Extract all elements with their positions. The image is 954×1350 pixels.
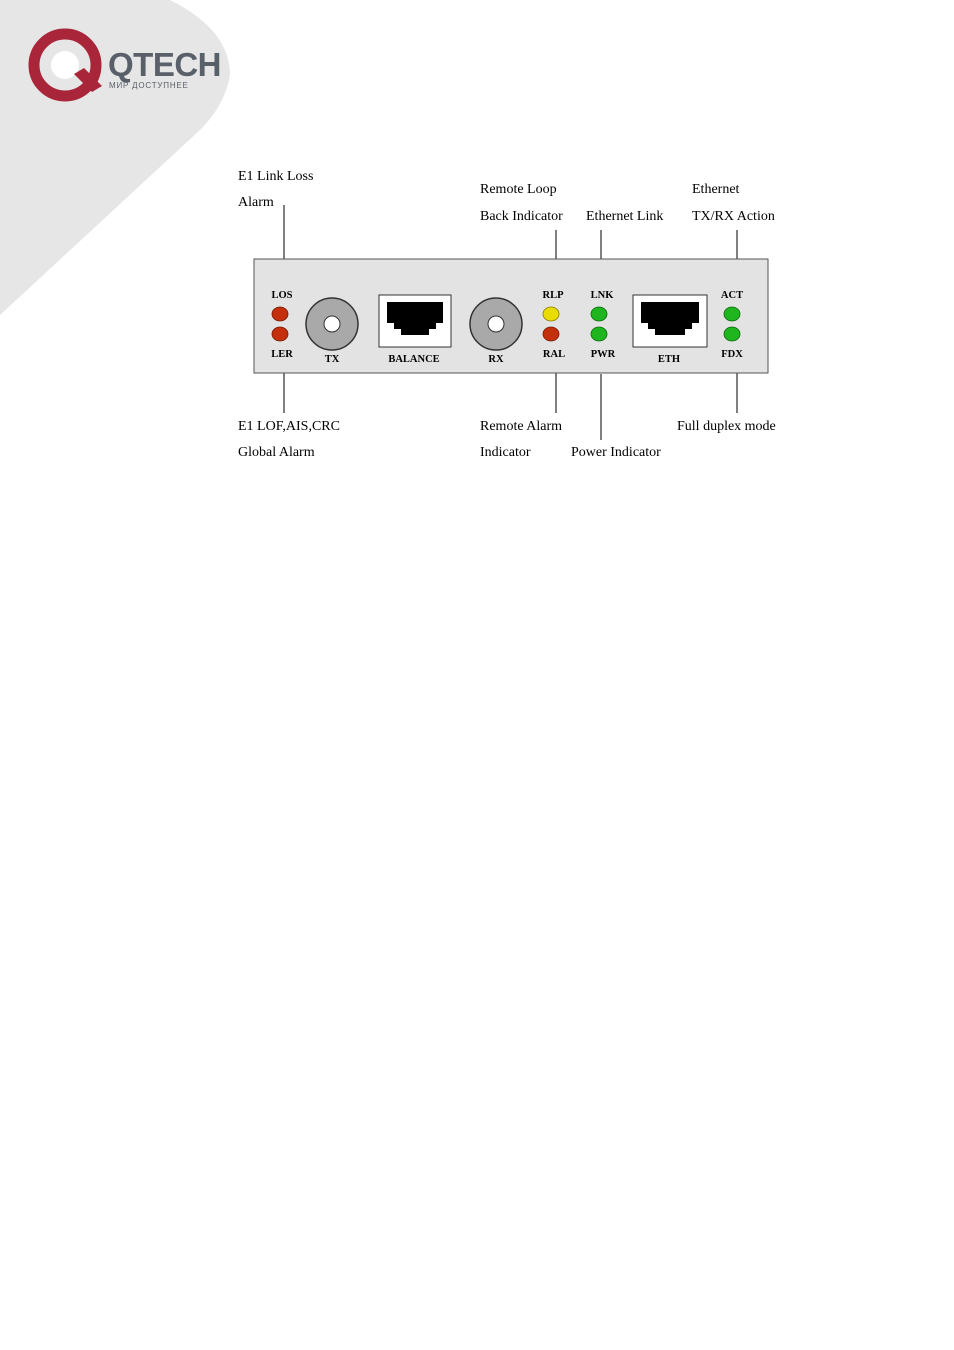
rx-connector-hole [488,316,504,332]
caption-ethernet-link: Ethernet Link [586,209,664,224]
lnk-led [591,307,607,321]
caption-e1-link-loss-line1: E1 Link Loss [238,169,314,184]
rlp-label: RLP [542,290,564,301]
eth-label: ETH [657,354,681,365]
caption-e1-global-line1: E1 LOF,AIS,CRC [238,419,340,434]
logo-tagline: МИР ДОСТУПНЕЕ [109,81,189,90]
tx-connector-hole [324,316,340,332]
caption-remote-alarm-line2: Indicator [480,445,531,460]
rx-label: RX [488,354,504,365]
pwr-led [591,327,607,341]
act-label: ACT [720,290,744,301]
caption-remote-alarm-line1: Remote Alarm [480,419,563,434]
fdx-led [724,327,740,341]
caption-e1-link-loss-line2: Alarm [238,195,274,210]
rlp-led [543,307,559,321]
ral-label: RAL [542,349,566,360]
balance-label: BALANCE [388,354,440,365]
lnk-label: LNK [590,290,614,301]
pwr-label: PWR [590,349,616,360]
ler-label: LER [271,349,293,360]
caption-ethernet-action-line1: Ethernet [692,182,740,197]
caption-ethernet-action-line2: TX/RX Action [692,209,775,224]
caption-full-duplex: Full duplex mode [677,419,776,434]
ral-led [543,327,559,341]
caption-power-indicator: Power Indicator [571,445,661,460]
caption-remote-loop-line1: Remote Loop [480,182,557,197]
logo-wordmark: QTECH [108,46,221,83]
fdx-label: FDX [721,349,743,360]
tx-label: TX [324,354,340,365]
los-led [272,307,288,321]
caption-remote-loop-line2: Back Indicator [480,209,563,224]
caption-e1-global-line2: Global Alarm [238,445,315,460]
panel-diagram [0,0,954,520]
los-label: LOS [271,290,293,301]
ler-led [272,327,288,341]
act-led [724,307,740,321]
